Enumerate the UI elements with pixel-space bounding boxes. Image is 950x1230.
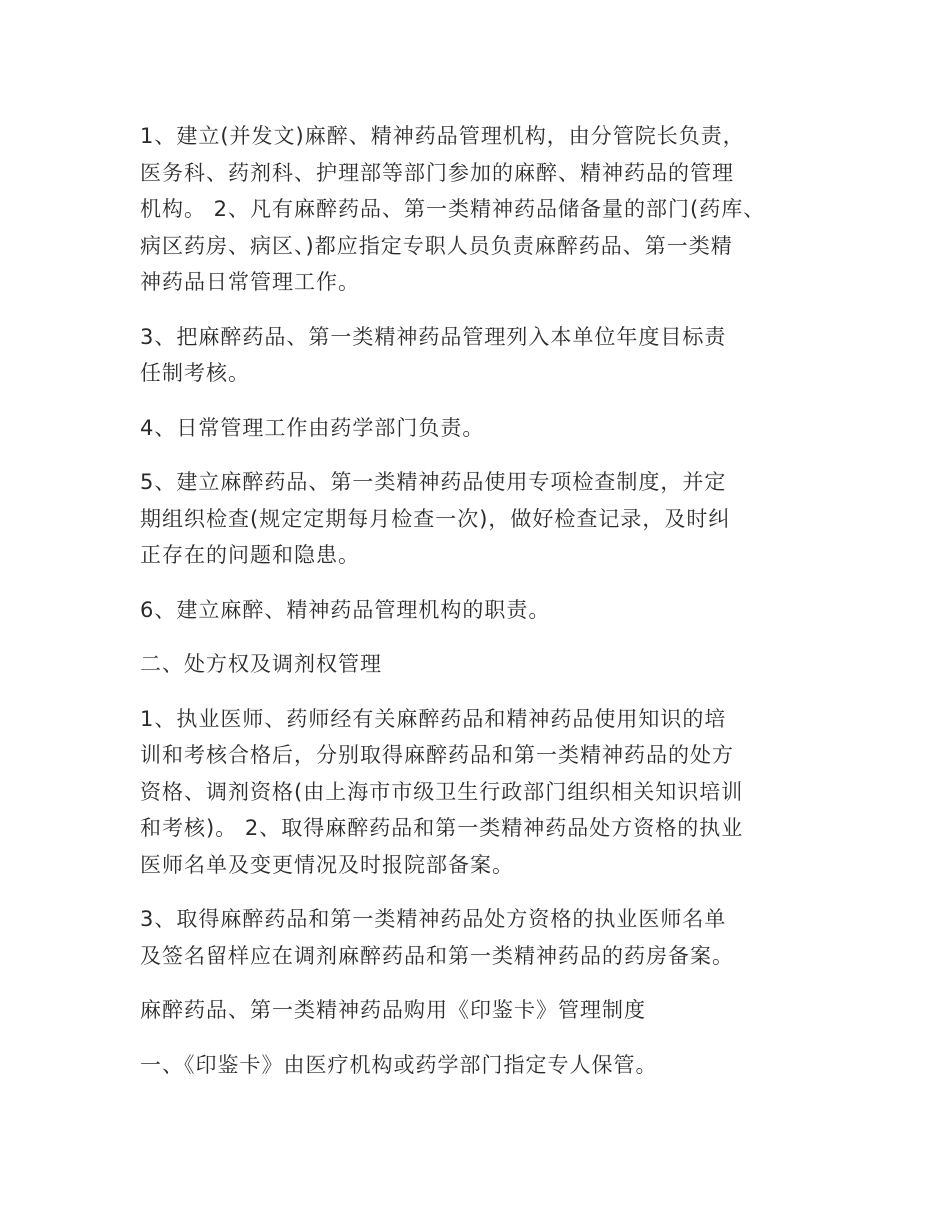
paragraph-line: 神药品日常管理工作。: [140, 270, 360, 294]
paragraph-5: [140, 592, 810, 629]
paragraph-line: 1、执业医师、药师经有关麻醉药品和精神药品使用知识的培: [140, 706, 727, 731]
paragraph-line: 一、《印鉴卡》由医疗机构或药学部门指定专人保管。: [140, 1052, 658, 1077]
paragraph-7: [140, 701, 810, 884]
paragraph-line: 6、建立麻醉、精神药品管理机构的职责。: [140, 597, 551, 622]
paragraph-line: 4、日常管理工作由药学部门负责。: [140, 415, 485, 440]
paragraph-line: 及签名留样应在调剂麻醉药品和第一类精神药品的药房备案。: [140, 943, 734, 968]
paragraph-line: 资格、调剂资格(由上海市市级卫生行政部门组织相关知识培训: [140, 779, 744, 804]
paragraph-1: [140, 118, 810, 301]
paragraph-line: 5、建立麻醉药品、第一类精神药品使用专项检查制度，并定: [140, 470, 727, 494]
section-heading: [140, 646, 810, 683]
paragraph-4: [140, 464, 810, 574]
paragraph-line: 医务科、药剂科、护理部等部门参加的麻醉、精神药品的管理: [140, 160, 734, 185]
paragraph-line: 训和考核合格后，分别取得麻醉药品和第一类精神药品的处方: [140, 743, 734, 767]
paragraph-line: 病区药房、病区、)都应指定专职人员负责麻醉药品、第一类精: [140, 233, 733, 258]
paragraph-line: 机构。 2、凡有麻醉药品、第一类精神药品储备量的部门(药库、: [140, 197, 766, 221]
paragraph-line: 麻醉药品、第一类精神药品购用《印鉴卡》管理制度: [140, 998, 646, 1022]
paragraph-line: 医师名单及变更情况及时报院部备案。: [140, 852, 514, 877]
paragraph-line: 二、处方权及调剂权管理: [140, 652, 382, 676]
section-heading: [140, 992, 810, 1029]
paragraph-line: 和考核)。 2、取得麻醉药品和第一类精神药品处方资格的执业: [140, 816, 744, 840]
paragraph-line: 1、建立(并发文)麻醉、精神药品管理机构，由分管院长负责，: [140, 124, 745, 148]
paragraph-10: [140, 1047, 810, 1084]
paragraph-line: 期组织检查(规定定期每月检查一次)，做好检查记录，及时纠: [140, 506, 731, 531]
document-page: [140, 118, 810, 1101]
paragraph-line: 任制考核。: [140, 361, 250, 385]
paragraph-8: [140, 901, 810, 974]
paragraph-line: 3、把麻醉药品、第一类精神药品管理列入本单位年度目标责: [140, 324, 727, 349]
paragraph-2: [140, 319, 810, 392]
paragraph-line: 3、取得麻醉药品和第一类精神药品处方资格的执业医师名单: [140, 907, 727, 931]
paragraph-line: 正存在的问题和隐患。: [140, 543, 360, 567]
paragraph-3: [140, 410, 810, 447]
